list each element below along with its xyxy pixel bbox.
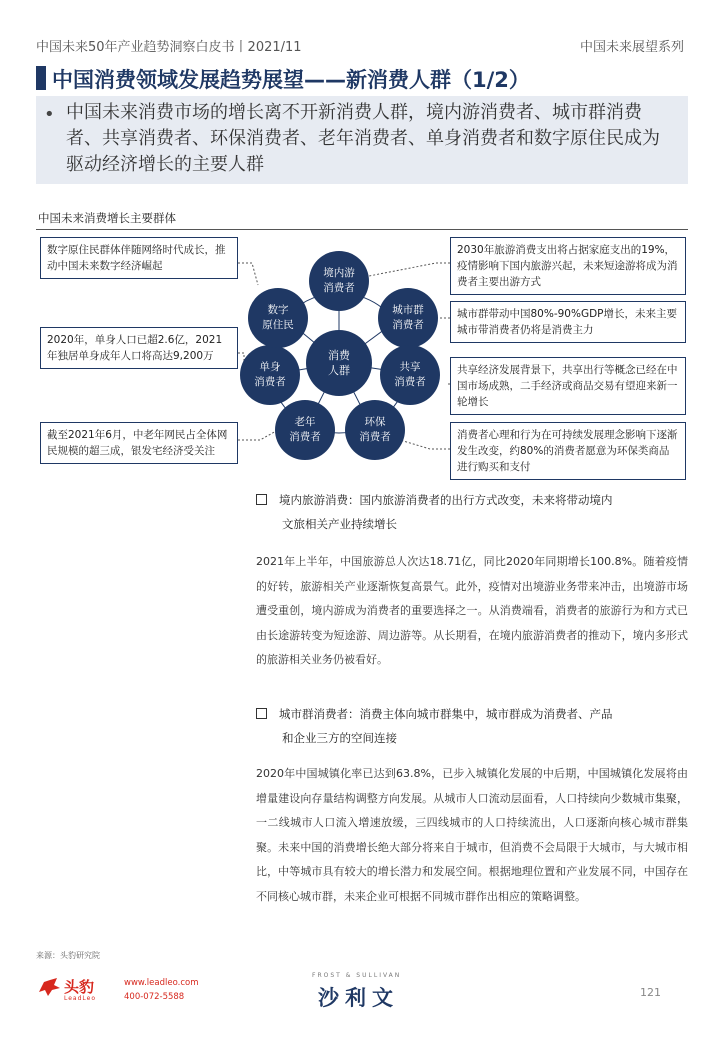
info-box-urban-clusters: 城市群带动中国80%-90%GDP增长，未来主要城市带消费者仍将是消费主力: [450, 301, 686, 343]
page-title: 中国消费领域发展趋势展望——新消费人群（1/2）: [52, 68, 530, 92]
leopard-logo-icon: [36, 974, 62, 1000]
node-sharing: 共享 消费者: [380, 345, 440, 405]
connector-line: [238, 263, 258, 285]
node-singles: 单身 消费者: [240, 345, 300, 405]
node-domestic-tourists: 境内游 消费者: [309, 251, 369, 311]
info-box-seniors: 截至2021年6月，中老年网民占全体网民规模的超三成，银发宅经济受关注: [40, 422, 238, 464]
bullet-icon: •: [44, 104, 55, 125]
section-head-urban-clusters: 城市群消费者：消费主体向城市群集中，城市群成为消费者、产品 和企业三方的空间连接: [256, 702, 686, 750]
summary-text: 中国未来消费市场的增长离不开新消费人群，境内游消费者、城市群消费者、共享消费者、环保消费者、老年消费者、单身消费者和数字原住民成为驱动经济增长的主要人群: [66, 102, 660, 175]
node-elderly: 老年 消费者: [275, 400, 335, 460]
info-box-singles: 2020年，单身人口已超2.6亿，2021年独居单身成年人口将高达9,200万: [40, 327, 238, 369]
partner-name-en: FROST & SULLIVAN: [312, 972, 402, 979]
section-body-urban-clusters: 2020年中国城镇化率已达到63.8%，已步入城镇化发展的中后期，中国城镇化发展将由增量建设向存量结构调整方向发展。从城市人口流动层面看，人口持续向少数城市集聚，一二线城市人口流入增速放缓，三四线城市的人口持续流出，人口逐渐向核心城市群集聚。未来中国的消费增长绝大部分将来自于城市，但消费不会局限于大城市，与大城市相比，中等城市具有较大的增长潜力和发展空间。根据地理位置和产业发展不同，中国存在不同核心城市群，未来企业可根据不同城市群作出相应的策略调整。: [256, 767, 688, 903]
info-box-sharing: 共享经济发展背景下，共享出行等概念已经在中国市场成熟，二手经济或商品交易有望迎来新一轮增长: [450, 357, 686, 415]
node-digital-natives: 数字 原住民: [248, 288, 308, 348]
brand-logo-text: 头豹: [64, 978, 95, 996]
info-box-digital-natives: 数字原住民群体伴随网络时代成长，推动中国未来数字经济崛起: [40, 237, 238, 279]
center-node-consumers: 消费 人群: [306, 330, 372, 396]
node-eco: 环保 消费者: [345, 400, 405, 460]
source-note: 来源：头豹研究院: [36, 951, 100, 960]
phone-number: 400-072-5588: [124, 992, 185, 1002]
header-report-title: 中国未来50年产业趋势洞察白皮书丨2021/11: [36, 40, 302, 55]
connector-line: [400, 440, 450, 449]
checkbox-bullet-icon: [256, 708, 267, 719]
connector-line: [369, 263, 450, 276]
partner-name-cn: 沙利文: [318, 986, 399, 1010]
info-box-domestic-tourism: 2030年旅游消费支出将占据家庭支出的19%，疫情影响下国内旅游兴起，未来短途游将成为消费者主要出游方式: [450, 237, 686, 295]
connector-line: [238, 430, 278, 440]
checkbox-bullet-icon: [256, 494, 267, 505]
brand-logo-subtext: LeadLeo: [64, 995, 97, 1002]
section-head-domestic-tourism: 境内旅游消费：国内旅游消费者的出行方式改变，未来将带动境内 文旅相关产业持续增长: [256, 488, 686, 536]
node-urban-cluster: 城市群 消费者: [378, 288, 438, 348]
section-body-domestic-tourism: 2021年上半年，中国旅游总人次达18.71亿，同比2020年同期增长100.8%。随着疫情的好转，旅游相关产业逐渐恢复高景气。此外，疫情对出境游业务带来冲击，出境游市场遭受重创，境内游成为消费者的重要选择之一。从消费端看，消费者的旅游行为和方式已由长途游转变为短途游、周边游等。从长期看，在境内旅游消费者的推动下，境内多形式的旅游相关业务仍被看好。: [256, 555, 688, 666]
contact-info: [124, 976, 198, 1004]
website-link[interactable]: www.leadleo.com: [124, 978, 199, 988]
diagram-title: 中国未来消费增长主要群体: [38, 211, 176, 225]
page-number: 121: [640, 986, 661, 999]
header-series-name: 中国未来展望系列: [579, 40, 684, 55]
info-box-eco: 消费者心理和行为在可持续发展理念影响下逐渐发生改变，约80%的消费者愿意为环保类商品进行购买和支付: [450, 422, 686, 480]
